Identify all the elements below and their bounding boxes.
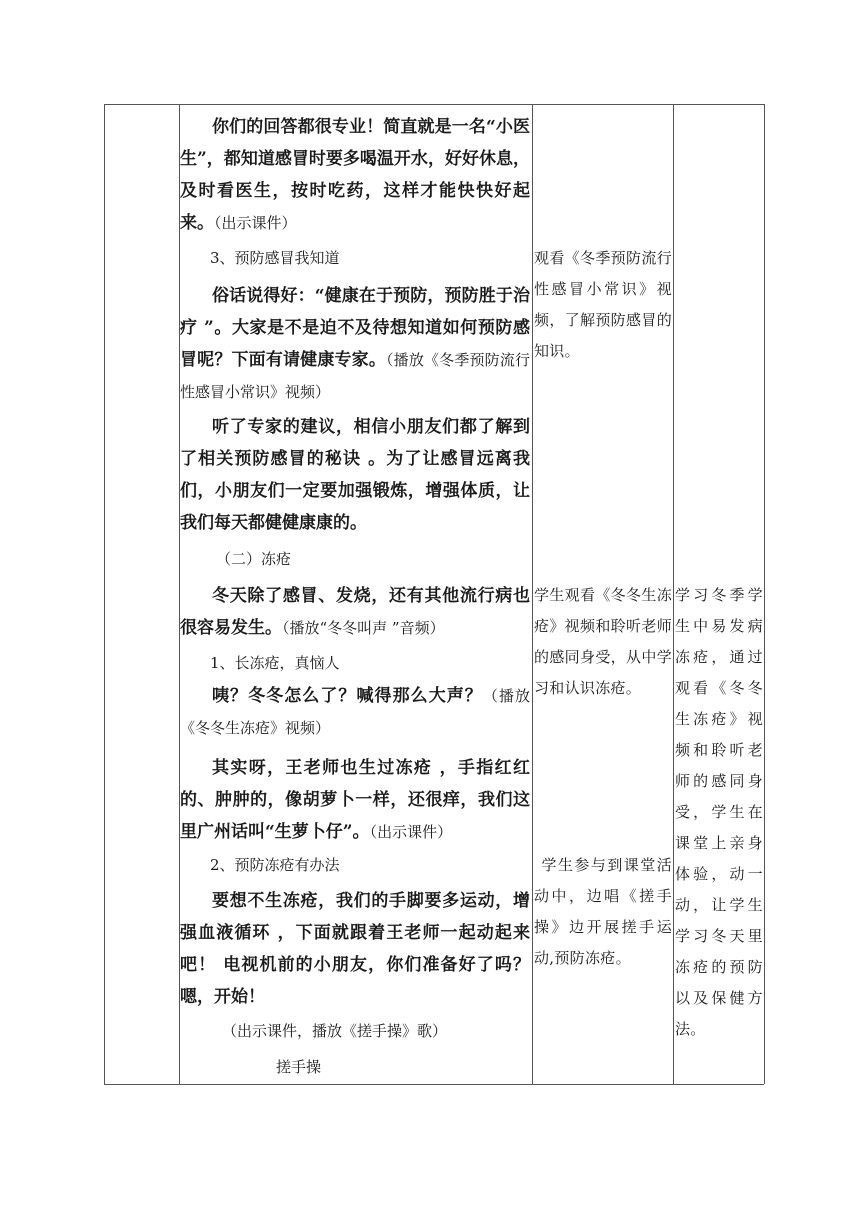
table-col-border-1 bbox=[104, 104, 105, 1084]
heading-prevent-cold: 3、预防感冒我知道 bbox=[210, 249, 340, 267]
winter-disease-text: 冬天除了感冒、发烧，还有其他流行病也很容易发生。 bbox=[180, 586, 530, 638]
praise-paragraph bbox=[180, 111, 530, 239]
winter-disease-paragraph bbox=[180, 580, 530, 644]
proverb-paragraph bbox=[180, 280, 530, 408]
table-col-border-5 bbox=[764, 104, 765, 1084]
exercise-text: 要想不生冻疮，我们的手脚要多运动，增强血液循环 ，下面就跟着王老师一起动起来吧！ 电视机前的小朋友，你们准备好了吗？嗯，开始！ bbox=[180, 891, 530, 1007]
table-col-border-3 bbox=[532, 104, 533, 1084]
dongdong-text: 咦？冬冬怎么了？喊得那么大声？ bbox=[212, 686, 483, 706]
dongdong-paragraph bbox=[180, 680, 530, 744]
heading-frostbite-annoying: 1、长冻疮，真恼人 bbox=[210, 654, 340, 672]
expert-advice-text: 听了专家的建议，相信小朋友们都了解到了相关预防感冒的秘诀 。为了让感冒远离我们，小朋友们一定要加强锻炼，增强体质，让我们每天都健健康康的。 bbox=[180, 417, 530, 533]
heading-prevent-frostbite: 2、预防冻疮有办法 bbox=[210, 856, 340, 874]
student-activity-exercise: 学生参与到课堂活动中，边唱《搓手操》边开展搓手运动,预防冻疮。 bbox=[534, 856, 672, 967]
winter-disease-note: （播放“冬冬叫声 ”音频） bbox=[282, 619, 445, 637]
table-top-border bbox=[104, 104, 764, 105]
table-bottom-border bbox=[104, 1084, 764, 1085]
student-activity-cold: 观看《冬季预防流行性感冒小常识》视频，了解预防感冒的知识。 bbox=[534, 249, 672, 360]
proverb-note: （播放《冬季预防流行性感冒小常识》视频） bbox=[180, 351, 530, 401]
dongdong-note: （播放《冬冬生冻疮》视频） bbox=[180, 687, 530, 737]
exercise-paragraph bbox=[180, 885, 530, 1013]
praise-note: （出示课件） bbox=[214, 214, 297, 232]
teacher-story-text: 其实呀，王老师也生过冻疮 ，手指红红的、肿肿的，像胡萝卜一样，还很痒，我们这里广州话叫“生萝卜仔”。 bbox=[180, 758, 530, 842]
courseware-song-note: （出示课件，播放《搓手操》歌） bbox=[222, 1022, 448, 1040]
hand-rub-exercise-title: 搓手操 bbox=[276, 1058, 322, 1076]
praise-text: 你们的回答都很专业！简直就是一名“小医生”，都知道感冒时要多喝温开水，好好休息，及时看医生，按时吃药，这样才能快快好起来。 bbox=[180, 117, 530, 233]
table-col-border-4 bbox=[673, 104, 674, 1084]
teacher-story-note: （出示课件） bbox=[369, 823, 453, 841]
teacher-story-paragraph bbox=[180, 752, 530, 848]
expert-advice-paragraph bbox=[180, 411, 530, 539]
proverb-text: 俗话说得好：“健康在于预防，预防胜于治疗 ”。大家是不是迫不及待想知道如何预防感冒呢？下面有请健康专家。 bbox=[180, 286, 530, 370]
student-activity-frostbite: 学生观看《冬冬生冻疮》视频和聆听老师的感同身受，从中学习和认识冻疮。 bbox=[534, 586, 672, 697]
section-frostbite-heading: （二）冻疮 bbox=[216, 550, 292, 568]
design-intent: 学习冬季学生中易发病冻疮，通过观看《冬冬生冻疮》视频和聆听老师的感同身受，学生在课堂上亲身体验，动一动，让学生学习冬天里冻疮的预防以及保健方法。 bbox=[675, 586, 763, 1038]
